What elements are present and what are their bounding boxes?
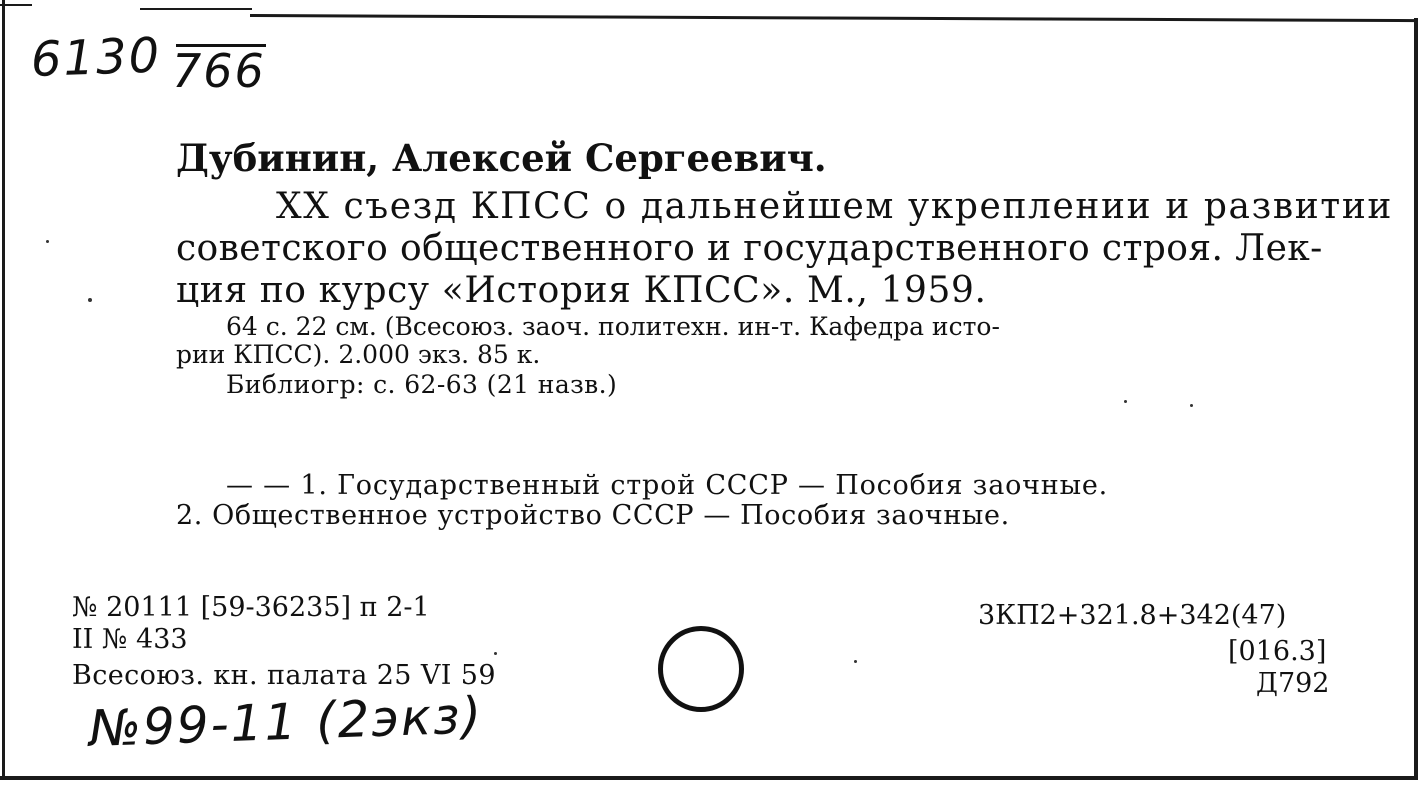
card-bottom-edge: [0, 776, 1418, 780]
card-top-edge: [250, 14, 1418, 22]
handwritten-call-suffix: 766: [172, 44, 266, 98]
card-left-edge: [2, 0, 5, 780]
scan-speck: [494, 652, 497, 655]
title-line: советского общественного и государственного строя. Лек-: [176, 228, 1323, 269]
card-top-edge-fragment: [140, 8, 252, 10]
classification-index: [016.3]: [1228, 636, 1327, 667]
registration-number: № 20111 [59-36235] п 2-1: [72, 592, 430, 623]
bibliography-note: Библиогр: с. 62-63 (21 назв.): [226, 370, 618, 399]
author-heading: Дубинин, Алексей Сергеевич.: [176, 136, 827, 180]
punch-hole-circle: [658, 626, 744, 712]
title-line: ция по курсу «История КПСС». М., 1959.: [176, 270, 987, 311]
subject-heading-line: — — 1. Государственный строй СССР — Пособия заочные.: [226, 470, 1109, 501]
physical-description-line: 64 с. 22 см. (Всесоюз. заоч. политехн. ин-т. Кафедра исто-: [226, 312, 1000, 341]
handwritten-call-number: 6130: [30, 27, 163, 88]
physical-description-line: рии КПСС). 2.000 экз. 85 к.: [176, 340, 541, 369]
subject-heading-line: 2. Общественное устройство СССР — Пособия заочные.: [176, 500, 1010, 531]
scan-speck: [46, 240, 49, 243]
author-mark: Д792: [1256, 668, 1330, 699]
publisher-chamber-line: Всесоюз. кн. палата 25 VI 59: [72, 660, 496, 691]
card-right-edge: [1414, 18, 1418, 776]
registration-number: II № 433: [72, 624, 188, 655]
classification-index: 3КП2+321.8+342(47): [978, 600, 1287, 631]
scan-speck: [1190, 404, 1193, 407]
scan-speck: [854, 660, 857, 663]
card-top-edge-fragment: [0, 4, 32, 6]
scan-speck: [1124, 400, 1127, 403]
scan-speck: [88, 298, 92, 302]
handwritten-note: №99-11 (2экз): [88, 686, 485, 758]
title-line: XX съезд КПСС о дальнейшем укреплении и развитии: [276, 186, 1394, 227]
